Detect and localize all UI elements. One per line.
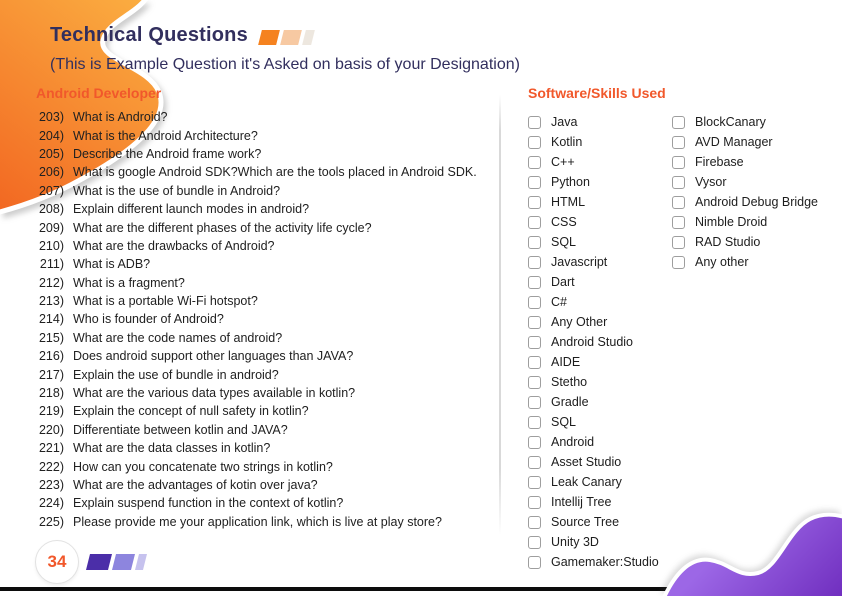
question-item [36,126,477,144]
checkbox-icon[interactable] [528,296,541,309]
skill-item [528,492,659,512]
question-item [36,365,477,383]
question-list [36,108,477,531]
question-text: What are the advantages of kotin over java? [73,478,318,492]
skill-item [528,552,659,572]
skill-label: SQL [551,235,577,249]
question-item [36,292,477,310]
question-number: 209) [38,220,64,235]
question-number: 218) [38,386,64,401]
checkbox-icon[interactable] [528,556,541,569]
checkbox-icon[interactable] [528,236,541,249]
skill-label: Dart [551,275,575,289]
skill-label: C++ [551,155,575,169]
checkbox-icon[interactable] [528,116,541,129]
question-number: 210) [38,238,64,253]
question-number: 204) [38,128,64,143]
question-item [36,402,477,420]
skill-label: Leak Canary [551,475,622,489]
accent-square-purple-dark [86,554,112,570]
skill-item [528,392,659,412]
column-divider [499,95,501,535]
question-item [36,347,477,365]
checkbox-icon[interactable] [528,416,541,429]
skill-item [528,312,659,332]
question-number: 212) [38,275,64,290]
checkbox-icon[interactable] [528,356,541,369]
checkbox-icon[interactable] [672,116,685,129]
skills-section-heading: Software/Skills Used [528,85,666,101]
skill-label: Python [551,175,590,189]
skill-label: Gamemaker:Studio [551,555,659,569]
checkbox-icon[interactable] [528,156,541,169]
questions-section-heading: Android Developer [36,85,162,101]
question-number: 208) [38,202,64,217]
checkbox-icon[interactable] [528,176,541,189]
question-number: 220) [38,422,64,437]
question-item [36,421,477,439]
question-number: 205) [38,146,64,161]
checkbox-icon[interactable] [528,336,541,349]
question-item [36,384,477,402]
question-text: What is the use of bundle in Android? [73,183,281,198]
page-number: 34 [47,552,67,571]
question-item [36,513,477,531]
skill-label: AIDE [551,355,581,369]
skill-label: CSS [551,215,577,229]
question-text: Explain the concept of null safety in kotlin? [73,404,309,419]
question-text: What is a fragment? [73,275,185,290]
skill-label: Source Tree [551,515,620,529]
checkbox-icon[interactable] [528,136,541,149]
question-text: What are the drawbacks of Android? [73,238,275,253]
skill-label: Android Debug Bridge [695,195,818,209]
question-number: 214) [38,312,64,327]
checkbox-icon[interactable] [528,196,541,209]
skill-label: Vysor [695,175,727,189]
question-text: What is the Android Architecture? [73,128,258,143]
checkbox-icon[interactable] [528,496,541,509]
question-item [36,494,477,512]
question-item [36,457,477,475]
question-number: 203) [38,110,64,125]
header [50,24,520,74]
checkbox-icon[interactable] [672,216,685,229]
skills-column-2 [672,112,818,272]
skill-item [672,232,818,252]
skill-item [528,332,659,352]
question-text: Describe the Android frame work? [73,146,262,161]
skill-label: Javascript [551,255,608,269]
skill-item [528,132,659,152]
skill-item [528,412,659,432]
skill-label: RAD Studio [695,235,761,249]
skill-label: Firebase [695,155,744,169]
question-text: What is Android? [73,110,168,125]
skill-item [672,252,818,272]
skill-item [528,532,659,552]
title-accent-squares [260,30,317,45]
page-title: Technical Questions [50,24,248,46]
skill-label: Intellij Tree [551,495,612,509]
question-number: 215) [38,330,64,345]
checkbox-icon[interactable] [528,216,541,229]
checkbox-icon[interactable] [528,436,541,449]
question-text: What is ADB? [73,257,151,272]
checkbox-icon[interactable] [528,516,541,529]
accent-square-purple-mid [112,554,135,570]
purple-corner-blob [632,506,842,596]
question-number: 224) [38,496,64,511]
question-item [36,237,477,255]
checkbox-icon[interactable] [672,196,685,209]
skill-item [528,192,659,212]
skill-label: SQL [551,415,577,429]
skill-item [528,232,659,252]
skill-item [528,512,659,532]
question-number: 206) [38,165,64,180]
question-number: 225) [38,514,64,529]
page-subtitle: (This is Example Question it's Asked on basis of your Designation) [50,56,520,73]
skill-item [528,472,659,492]
skill-label: Android Studio [551,335,634,349]
question-text: Explain suspend function in the context of kotlin? [73,496,344,511]
question-number: 219) [38,404,64,419]
checkbox-icon[interactable] [672,236,685,249]
question-number: 211) [39,257,64,272]
skill-item [672,212,818,232]
accent-square-orange [258,30,280,45]
skill-item [528,452,659,472]
skill-label: Kotlin [551,135,583,149]
question-item [36,255,477,273]
checkbox-icon[interactable] [528,536,541,549]
checkbox-icon[interactable] [528,456,541,469]
skill-label: HTML [551,195,586,209]
footer [35,540,149,584]
checkbox-icon[interactable] [528,276,541,289]
question-item [36,108,477,126]
skill-item [528,112,659,132]
question-number: 222) [38,459,64,474]
accent-square-beige [302,30,315,45]
skill-item [528,292,659,312]
question-item [36,310,477,328]
question-number: 213) [38,294,64,309]
skill-label: AVD Manager [695,135,773,149]
question-number: 223) [38,478,64,492]
question-text: Please provide me your application link, which is live at play store? [73,514,442,529]
question-item [36,329,477,347]
question-number: 216) [38,349,64,364]
skill-label: BlockCanary [695,115,766,129]
question-item [36,182,477,200]
skill-item [528,372,659,392]
question-text: How can you concatenate two strings in kotlin? [73,459,333,474]
checkbox-icon[interactable] [528,256,541,269]
accent-square-purple-light [135,554,147,570]
skill-item [528,152,659,172]
skill-label: Gradle [551,395,589,409]
question-item [36,274,477,292]
skills-column-1 [528,112,659,572]
checkbox-icon[interactable] [672,176,685,189]
skill-label: Any other [695,255,749,269]
question-item [36,163,477,181]
question-text: What are the data classes in kotlin? [73,441,271,456]
skill-item [528,212,659,232]
skill-item [672,112,818,132]
question-text: What is a portable Wi-Fi hotspot? [73,294,258,309]
checkbox-icon[interactable] [672,256,685,269]
skill-label: C# [551,295,567,309]
question-text: What are the different phases of the activity life cycle? [73,220,372,235]
checkbox-icon[interactable] [528,376,541,389]
checkbox-icon[interactable] [672,156,685,169]
question-text: What are the code names of android? [73,330,283,345]
question-text: Explain the use of bundle in android? [73,367,279,382]
question-number: 217) [38,367,64,382]
skill-item [672,152,818,172]
skill-item [528,272,659,292]
question-item [36,145,477,163]
question-text: Does android support other languages than JAVA? [73,349,354,364]
page-number-badge [35,540,79,584]
checkbox-icon[interactable] [528,316,541,329]
skill-item [528,352,659,372]
question-item [36,200,477,218]
skill-label: Java [551,115,578,129]
question-text: Explain different launch modes in android? [73,202,310,217]
question-text: Who is founder of Android? [73,312,224,327]
skill-label: Asset Studio [551,455,622,469]
skill-item [528,252,659,272]
skill-item [672,192,818,212]
question-item [36,439,477,457]
skill-label: Stetho [551,375,588,389]
footer-accent-squares [88,554,149,570]
skill-label: Any Other [551,315,608,329]
question-text: What are the various data types available in kotlin? [73,386,356,401]
question-item [36,218,477,236]
checkbox-icon[interactable] [528,396,541,409]
question-text: Differentiate between kotlin and JAVA? [73,422,288,437]
question-number: 207) [38,183,64,198]
checkbox-icon[interactable] [672,136,685,149]
skill-item [672,172,818,192]
skill-item [528,172,659,192]
skill-item [672,132,818,152]
skill-item [528,432,659,452]
skill-label: Unity 3D [551,535,599,549]
question-text: What is google Android SDK?Which are the tools placed in Android SDK. [73,165,477,180]
question-item [36,476,477,494]
skill-label: Nimble Droid [695,215,768,229]
checkbox-icon[interactable] [528,476,541,489]
skill-label: Android [551,435,595,449]
accent-square-peach [280,30,302,45]
question-number: 221) [38,441,64,456]
